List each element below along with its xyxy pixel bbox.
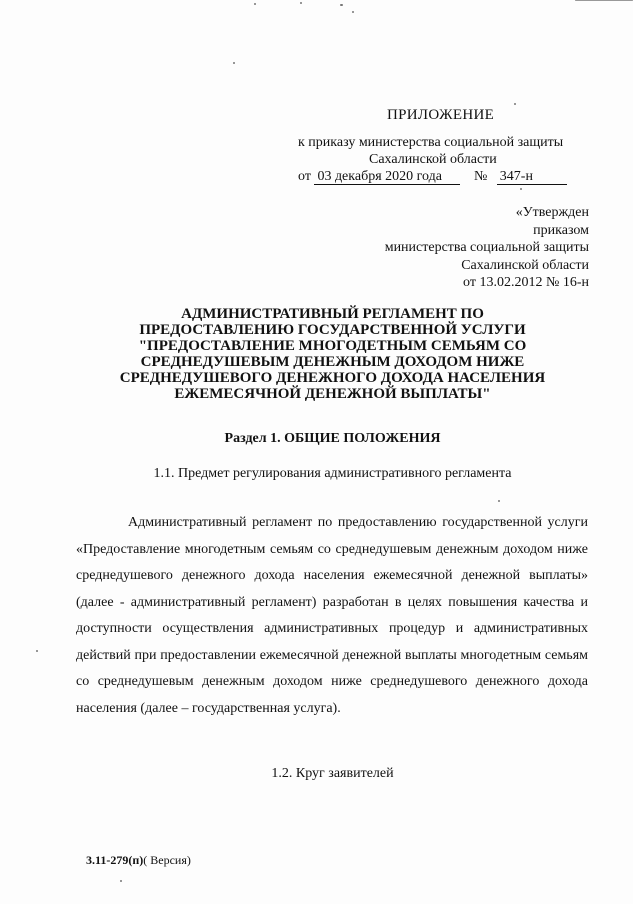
document-code: 3.11-279(п) (86, 853, 144, 867)
appendix-order-date-line (298, 169, 567, 185)
approved-line-1: «Утвержден (515, 205, 589, 220)
title-line: ЕЖЕМЕСЯЧНОЙ ДЕНЕЖНОЙ ВЫПЛАТЫ" (174, 386, 491, 402)
scan-speck (36, 650, 38, 652)
appendix-order-line-1: к приказу министерства социальной защиты (298, 135, 564, 150)
scan-speck (520, 188, 522, 190)
scan-speck (498, 500, 500, 502)
subsection-1-1-title: 1.1. Предмет регулирования административного регламента (153, 466, 512, 481)
from-label: от (298, 169, 311, 184)
scan-speck (300, 2, 302, 4)
scan-speck (120, 880, 122, 882)
subsection-1-2-title: 1.2. Круг заявителей (271, 766, 394, 781)
appendix-title: ПРИЛОЖЕНИЕ (387, 107, 495, 123)
scan-speck (233, 62, 235, 64)
number-label: № (473, 169, 488, 184)
title-line: "ПРЕДОСТАВЛЕНИЕ МНОГОДЕТНЫМ СЕМЬЯМ СО (138, 338, 527, 354)
title-line: АДМИНИСТРАТИВНЫЙ РЕГЛАМЕНТ ПО (181, 306, 484, 322)
scan-speck (340, 4, 343, 6)
approved-line-4: Сахалинской области (461, 258, 589, 273)
scan-speck (352, 11, 354, 13)
scan-speck (254, 3, 256, 5)
section-1-title: Раздел 1. ОБЩИЕ ПОЛОЖЕНИЯ (224, 431, 441, 446)
body-paragraph: Административный регламент по предоставлению государственной услуги «Предоставление многодетным семьям со среднедушевым денежным доходом ниже среднедушевого денежного дохода населения ежемесячной денежной выплаты» (далее - административный регламент) разработан в целях повышения качества и доступности осуществления административных процедур и административных действий при предоставлении ежемесячной денежной выплаты многодетным семьям со среднедушевым денежным доходом ниже среднедушевого денежного дохода населения (далее – государственная услуга). (76, 515, 588, 716)
document-footer (86, 853, 191, 868)
order-number: 347-н (497, 170, 567, 185)
scan-edge-line (575, 0, 633, 1)
title-line: СРЕДНЕДУШЕВЫМ ДЕНЕЖНЫМ ДОХОДОМ НИЖЕ (140, 354, 525, 370)
document-title (80, 306, 585, 402)
title-line: СРЕДНЕДУШЕВОГО ДЕНЕЖНОГО ДОХОДА НАСЕЛЕНИЯ (119, 370, 546, 386)
title-line: ПРЕДОСТАВЛЕНИЮ ГОСУДАРСТВЕННОЙ УСЛУГИ (139, 322, 526, 338)
order-date: 03 декабря 2020 года (314, 170, 460, 185)
approved-line-2: приказом (533, 223, 589, 238)
scan-speck (514, 103, 516, 105)
approved-line-3: министерства социальной защиты (384, 240, 589, 255)
appendix-order-line-2: Сахалинской области (369, 152, 497, 167)
approved-line-5: от 13.02.2012 № 16-н (463, 275, 589, 290)
document-version: ( Версия) (143, 853, 191, 867)
